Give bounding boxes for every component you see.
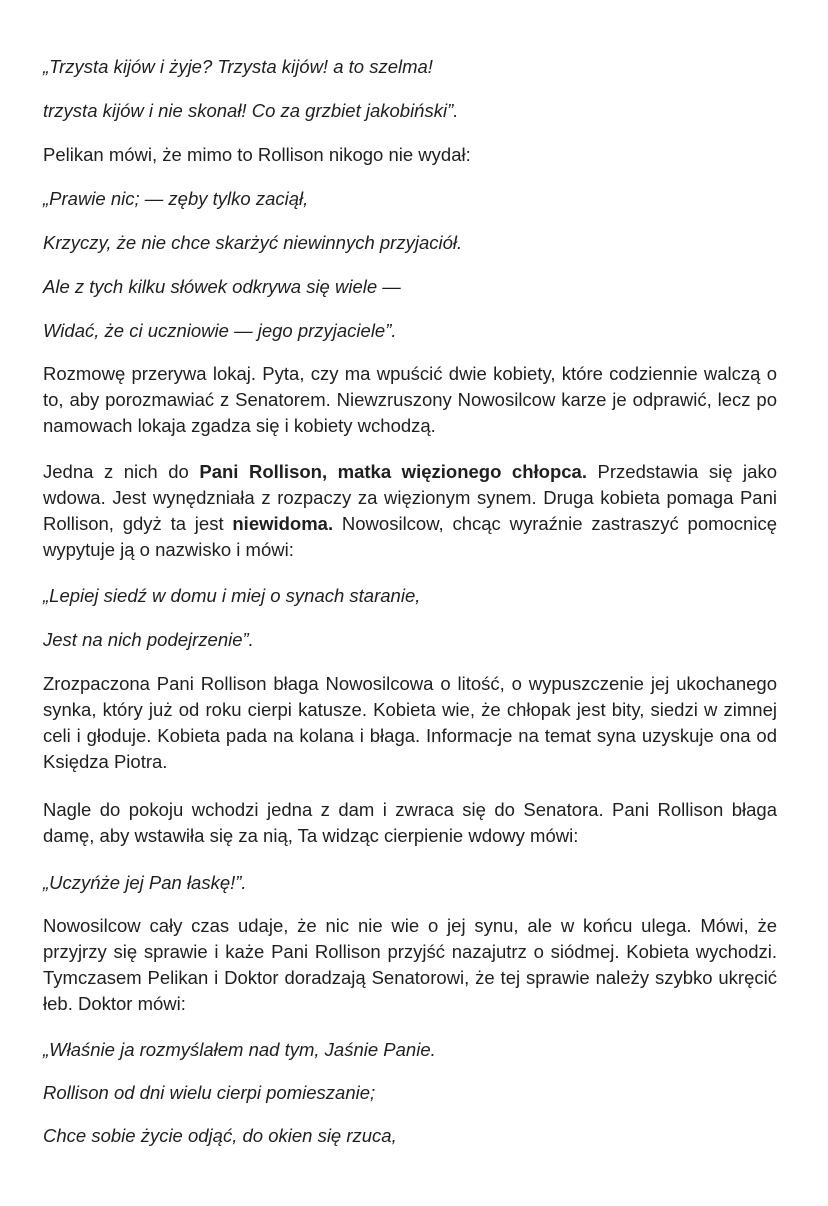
paragraph: Nagle do pokoju wchodzi jedna z dam i zwraca się do Senatora. Pani Rollison błaga damę, aby wstawiła się za nią, Ta widząc cierpienie wdowy mówi: <box>43 799 777 846</box>
quote-line: Chce sobie życie odjąć, do okien się rzuca, <box>43 1125 397 1146</box>
bold-text: Pani Rollison, matka więzionego chłopca. <box>199 461 587 482</box>
quote-line: Jest na nich podejrzenie”. <box>43 629 254 650</box>
quote-line: trzysta kijów i nie skonał! Co za grzbiet jakobiński”. <box>43 100 459 121</box>
quote-line: Widać, że ci uczniowie — jego przyjaciele”. <box>43 320 397 341</box>
quote-line: „Prawie nic; — zęby tylko zaciął, <box>43 188 309 209</box>
paragraph-text: Jedna z nich do <box>43 461 200 482</box>
bold-text: niewidoma. <box>232 513 334 534</box>
paragraph-text: Nowosilcow, chcąc wyraźnie zastraszyć pomocnicę wypytuje ją o nazwisko i mówi: <box>43 513 777 560</box>
quote-line: Rollison od dni wielu cierpi pomieszanie; <box>43 1082 376 1103</box>
paragraph: Zrozpaczona Pani Rollison błaga Nowosilcowa o litość, o wypuszczenie jej ukochanego synka, który już od roku cierpi katusze. Kobieta wie, że chłopak jest bity, siedzi w zimnej celi i głoduje. Kobieta pada na kolana i błaga. Informacje na temat syna uzyskuje ona od Księdza Piotra. <box>43 673 777 772</box>
quote-line: „Uczyńże jej Pan łaskę!”. <box>43 872 247 893</box>
paragraph: Pelikan mówi, że mimo to Rollison nikogo nie wydał: <box>43 144 471 165</box>
quote-line: „Lepiej siedź w domu i miej o synach staranie, <box>43 585 421 606</box>
paragraph <box>43 459 777 563</box>
quote-line: Krzyczy, że nie chce skarżyć niewinnych przyjaciół. <box>43 232 463 253</box>
paragraph: Nowosilcow cały czas udaje, że nic nie wie o jej synu, ale w końcu ulega. Mówi, że przyjrzy się sprawie i każe Pani Rollison przyjść nazajutrz o siódmej. Kobieta wychodzi. Tymczasem Pelikan i Doktor doradzają Senatorowi, że tej sprawie należy szybko ukręcić łeb. Doktor mówi: <box>43 915 777 1014</box>
paragraph-text: Przedstawia się jako wdowa. Jest wynędzniała z rozpaczy za więzionym synem. Druga kobieta pomaga Pani Rollison, gdyż ta jest <box>43 461 777 534</box>
quote-line: „Właśnie ja rozmyślałem nad tym, Jaśnie Panie. <box>43 1039 436 1060</box>
quote-line: „Trzysta kijów i żyje? Trzysta kijów! a to szelma! <box>43 56 433 77</box>
quote-line: Ale z tych kilku słówek odkrywa się wiele — <box>43 276 401 297</box>
paragraph: Rozmowę przerywa lokaj. Pyta, czy ma wpuścić dwie kobiety, które codziennie walczą o to, aby porozmawiać z Senatorem. Niewzruszony Nowosilcow karze je odprawić, lecz po namowach lokaja zgadza się i kobiety wchodzą. <box>43 363 777 436</box>
